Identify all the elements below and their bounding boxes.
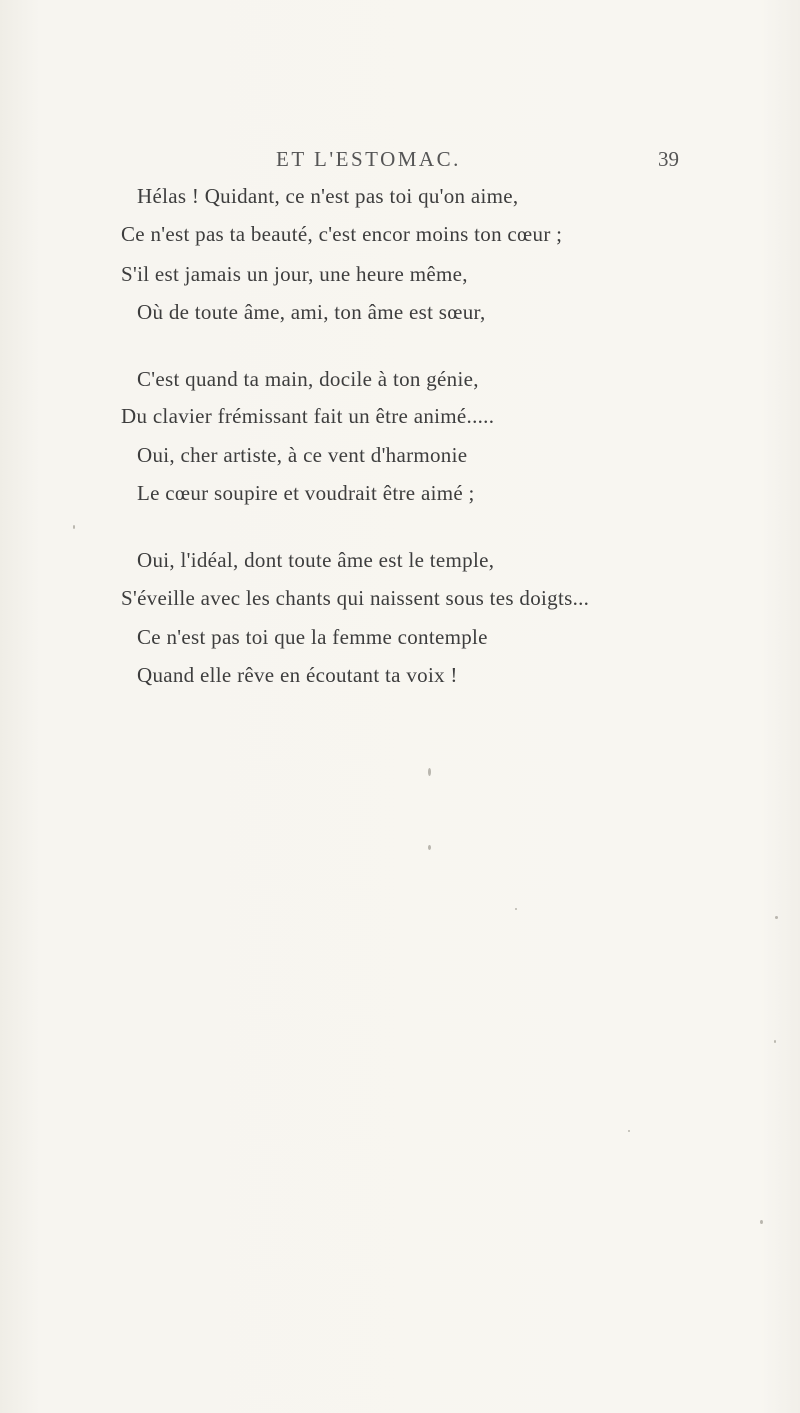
verse-line: Oui, cher artiste, à ce vent d'harmonie [137, 443, 468, 467]
running-title: ET L'ESTOMAC. [276, 147, 461, 171]
paper-speck [628, 1130, 630, 1132]
paper-speck [515, 908, 517, 910]
verse-line: Ce n'est pas toi que la femme contemple [137, 625, 488, 649]
verse-line: S'éveille avec les chants qui naissent sous tes doigts... [121, 586, 590, 610]
paper-speck [775, 916, 778, 919]
verse-line: Du clavier frémissant fait un être animé..... [121, 404, 495, 428]
verse-line: Oui, l'idéal, dont toute âme est le temple, [137, 548, 495, 572]
verse-line: Hélas ! Quidant, ce n'est pas toi qu'on aime, [137, 184, 519, 208]
verse-line: Où de toute âme, ami, ton âme est sœur, [137, 300, 486, 324]
page-number: 39 [658, 147, 679, 171]
verse-line: Ce n'est pas ta beauté, c'est encor moins ton cœur ; [121, 222, 563, 246]
verse-line: S'il est jamais un jour, une heure même, [121, 262, 468, 286]
paper-speck [760, 1220, 763, 1224]
verse-line: C'est quand ta main, docile à ton génie, [137, 367, 479, 391]
verse-line: Quand elle rêve en écoutant ta voix ! [137, 663, 458, 687]
page-header [0, 147, 800, 177]
paper-speck [428, 845, 431, 850]
paper-speck [73, 525, 75, 529]
paper-speck [428, 768, 431, 776]
paper-speck [774, 1040, 776, 1043]
verse-line: Le cœur soupire et voudrait être aimé ; [137, 481, 475, 505]
